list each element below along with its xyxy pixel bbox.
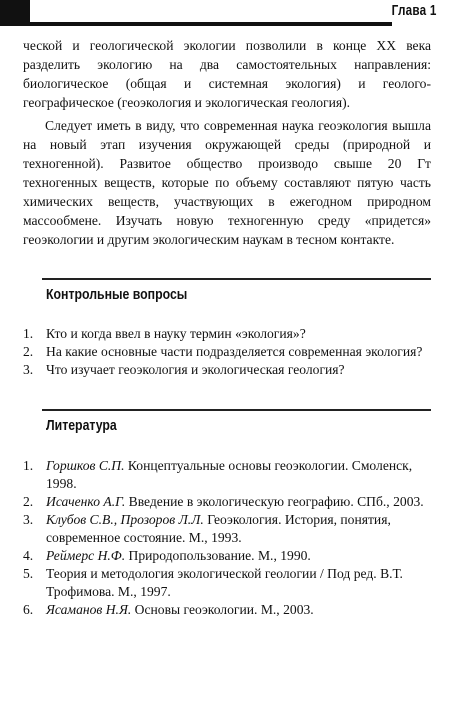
list-item [23, 601, 431, 619]
reference-text: Концептуальные основы геоэкологии. Смоленск, 1998. [46, 458, 413, 491]
section-title-literature: Литература [46, 417, 117, 434]
item-number: 5. [23, 566, 34, 581]
reference-author: Ясаманов Н.Я. [46, 602, 132, 617]
question-text: На какие основные части подразделяется современная экология? [46, 344, 423, 359]
reference-text: Геоэкология. История, понятия, современное состояние. М., 1993. [46, 512, 391, 545]
section-rule-questions [42, 278, 431, 280]
item-number: 2. [23, 494, 34, 509]
paragraph-2: Следует иметь в виду, что современная наука геоэкология вышла на новый этап изучения окружающей среды (природной и техногенной). Развитое общество производо свыше 20 Гт техногенных веществ, которые по объему составляют пятую часть химических веществ, участвующих в ежегодном природном массообмене. Изучать новую техногенную среду «придется» геоэкологии и другим экологическим наукам в тесном контакте. [23, 118, 431, 247]
reference-text: Теория и методология экологической геологии / Под ред. В.Т. Трофимова. М., 1997. [46, 566, 403, 599]
literature-list [23, 457, 431, 619]
list-item [23, 547, 431, 565]
header-rule [30, 22, 392, 26]
list-item [23, 343, 431, 361]
item-number: 1. [23, 326, 34, 341]
reference-author: Горшков С.П. [46, 458, 125, 473]
item-number: 6. [23, 602, 34, 617]
reference-text: Природопользование. М., 1990. [125, 548, 311, 563]
list-item [23, 565, 431, 601]
reference-author: Клубов С.В., Прозоров Л.Л. [46, 512, 204, 527]
item-number: 2. [23, 344, 34, 359]
list-item [23, 493, 431, 511]
list-item [23, 457, 431, 493]
chapter-label: Глава 1 [392, 2, 437, 19]
item-number: 3. [23, 512, 34, 527]
section-title-questions: Контрольные вопросы [46, 286, 188, 303]
item-number: 4. [23, 548, 34, 563]
question-text: Кто и когда ввел в науку термин «экология»? [46, 326, 306, 341]
item-number: 1. [23, 458, 34, 473]
reference-author: Исаченко А.Г. [46, 494, 126, 509]
list-item [23, 361, 431, 379]
item-number: 3. [23, 362, 34, 377]
questions-list [23, 325, 431, 379]
reference-text: Введение в экологическую географию. СПб., 2003. [125, 494, 424, 509]
reference-author: Реймерс Н.Ф. [46, 548, 126, 563]
paragraph-1: ческой и геологической экологии позволили в конце XX века разделить экологию на два самостоятельных направления: биологическое (общая и системная экология) и геолого-географическое (геоэкология и экологическая геология). [23, 38, 431, 110]
page-header [0, 0, 451, 26]
reference-text: Основы геоэкологии. М., 2003. [131, 602, 314, 617]
list-item [23, 325, 431, 343]
question-text: Что изучает геоэкология и экологическая геология? [46, 362, 345, 377]
header-black-block [0, 0, 30, 26]
list-item [23, 511, 431, 547]
section-rule-literature [42, 409, 431, 411]
